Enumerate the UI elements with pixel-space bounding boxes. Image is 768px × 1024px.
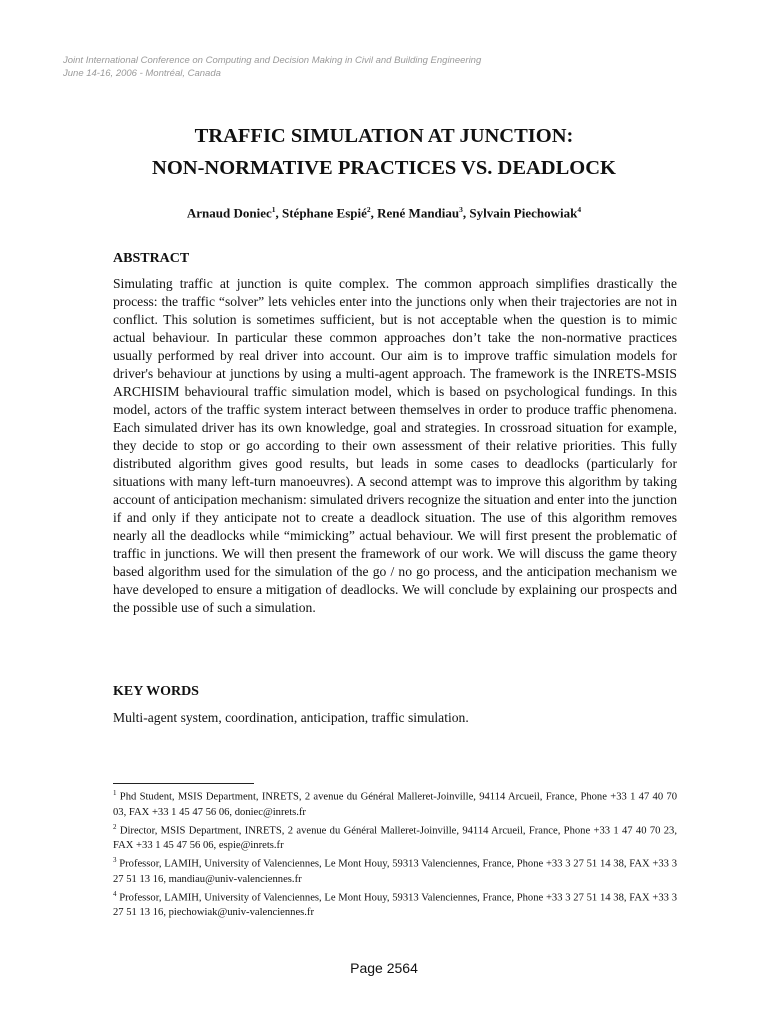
abstract-text: Simulating traffic at junction is quite complex. The common approach simplifies drastically the process: the traffic “solver” lets vehicles enter into the junctions only when their trajectories are not in conflict. This solution is sometimes sufficient, but is not acceptable when the question is to mimic actual behaviour. In particular these common approaches don’t take the non-normative practices usually performed by real driver into account. Our aim is to improve traffic simulation models for driver's behaviour at junctions by using a multi-agent approach. The framework is the INRETS-MSIS ARCHISIM behavioural traffic simulation model, which is based on psychological fundings. In this model, actors of the traffic system interact between themselves in order to produce traffic phenomena. Each simulated driver has its own knowledge, goal and strategies. In crossroad situation for example, they decide to stop or go according to their own assessment of their relative priorities. This fully distributed algorithm gives good results, but leads in some cases to deadlocks (particularly for situations with many left-turn manoeuvres). A second attempt was to improve this algorithm by taking account of anticipation mechanism: simulated drivers recognize the situation and enter into the junction if and only if they anticipate not to create a deadlock situation. The use of this algorithm removes nearly all the deadlocks while “mimicking” actual behaviour. We will first present the problematic of traffic in junctions. We will then present the framework of our work. We will discuss the game theory based algorithm used for the simulation of the go / no go process, and the anticipation mechanism we have developed to ensure a mitigation of deadlocks. We will conclude by explaining our prospects and the possible use of such a simulation. [113, 276, 677, 615]
footnote-item [113, 786, 677, 820]
footnote-text: Professor, LAMIH, University of Valenciennes, Le Mont Houy, 59313 Valenciennes, France, Phone +33 3 27 51 14 38, FAX +33 3 27 51 13 16, mandiau@univ-valenciennes.fr [113, 858, 677, 885]
author-name: Stéphane Espié [282, 205, 367, 221]
footnote-mark: 2 [113, 822, 117, 831]
footnote-item [113, 820, 677, 854]
footnote-item [113, 887, 677, 921]
author-affiliation-mark: 3 [459, 205, 463, 214]
footnote-text: Director, MSIS Department, INRETS, 2 avenue du Général Malleret-Joinville, 94114 Arcueil, France, Phone +33 1 47 40 70 23, FAX +33 1 45 47 56 06, espie@inrets.fr [113, 825, 677, 852]
footnote-divider [113, 783, 254, 784]
conference-header [63, 54, 623, 80]
footnote-mark: 1 [113, 789, 117, 797]
author-list: Arnaud Doniec$^1$, Stéphane Espié$^2$, René Mandiau$^3$, Sylvain Piechowiak$^4$ [186, 205, 582, 221]
author-affiliation-mark: 4 [577, 205, 582, 214]
footnote-text: Professor, LAMIH, University of Valenciennes, Le Mont Houy, 59313 Valenciennes, France, Phone +33 3 27 51 14 38, FAX +33 3 27 51 13 16, piechowiak@univ-valenciennes.fr [113, 892, 677, 919]
title-line-2: NON-NORMATIVE PRACTICES VS. DEADLOCK [152, 157, 616, 179]
author-affiliation-mark: 1 [271, 205, 276, 214]
keywords-heading: KEY WORDS [113, 684, 199, 699]
footnote-mark: 3 [113, 856, 117, 865]
keywords-text: Multi-agent system, coordination, anticipation, traffic simulation. [113, 710, 469, 725]
footnotes [113, 786, 677, 920]
footnote-mark: 4 [113, 889, 117, 898]
author-affiliation-mark: 2 [366, 205, 371, 214]
conference-date-location: June 14-16, 2006 - Montréal, Canada [63, 68, 221, 79]
author-name: Sylvain Piechowiak [469, 205, 578, 221]
title-line-1: TRAFFIC SIMULATION AT JUNCTION: [194, 125, 574, 147]
conference-name: Joint International Conference on Computing and Decision Making in Civil and Building Engineering [63, 55, 482, 66]
footnote-text: Phd Student, MSIS Department, INRETS, 2 avenue du Général Malleret-Joinville, 94114 Arcueil, France, Phone +33 1 47 40 70 03, FAX +33 1 45 47 56 06, doniec@inrets.fr [113, 791, 677, 818]
paper-title [60, 120, 708, 184]
author-name: René Mandiau [377, 205, 460, 221]
abstract-heading: ABSTRACT [113, 251, 190, 266]
footnote-item [113, 853, 677, 887]
page-number: Page 2564 [350, 960, 418, 976]
author-name: Arnaud Doniec [186, 205, 272, 221]
